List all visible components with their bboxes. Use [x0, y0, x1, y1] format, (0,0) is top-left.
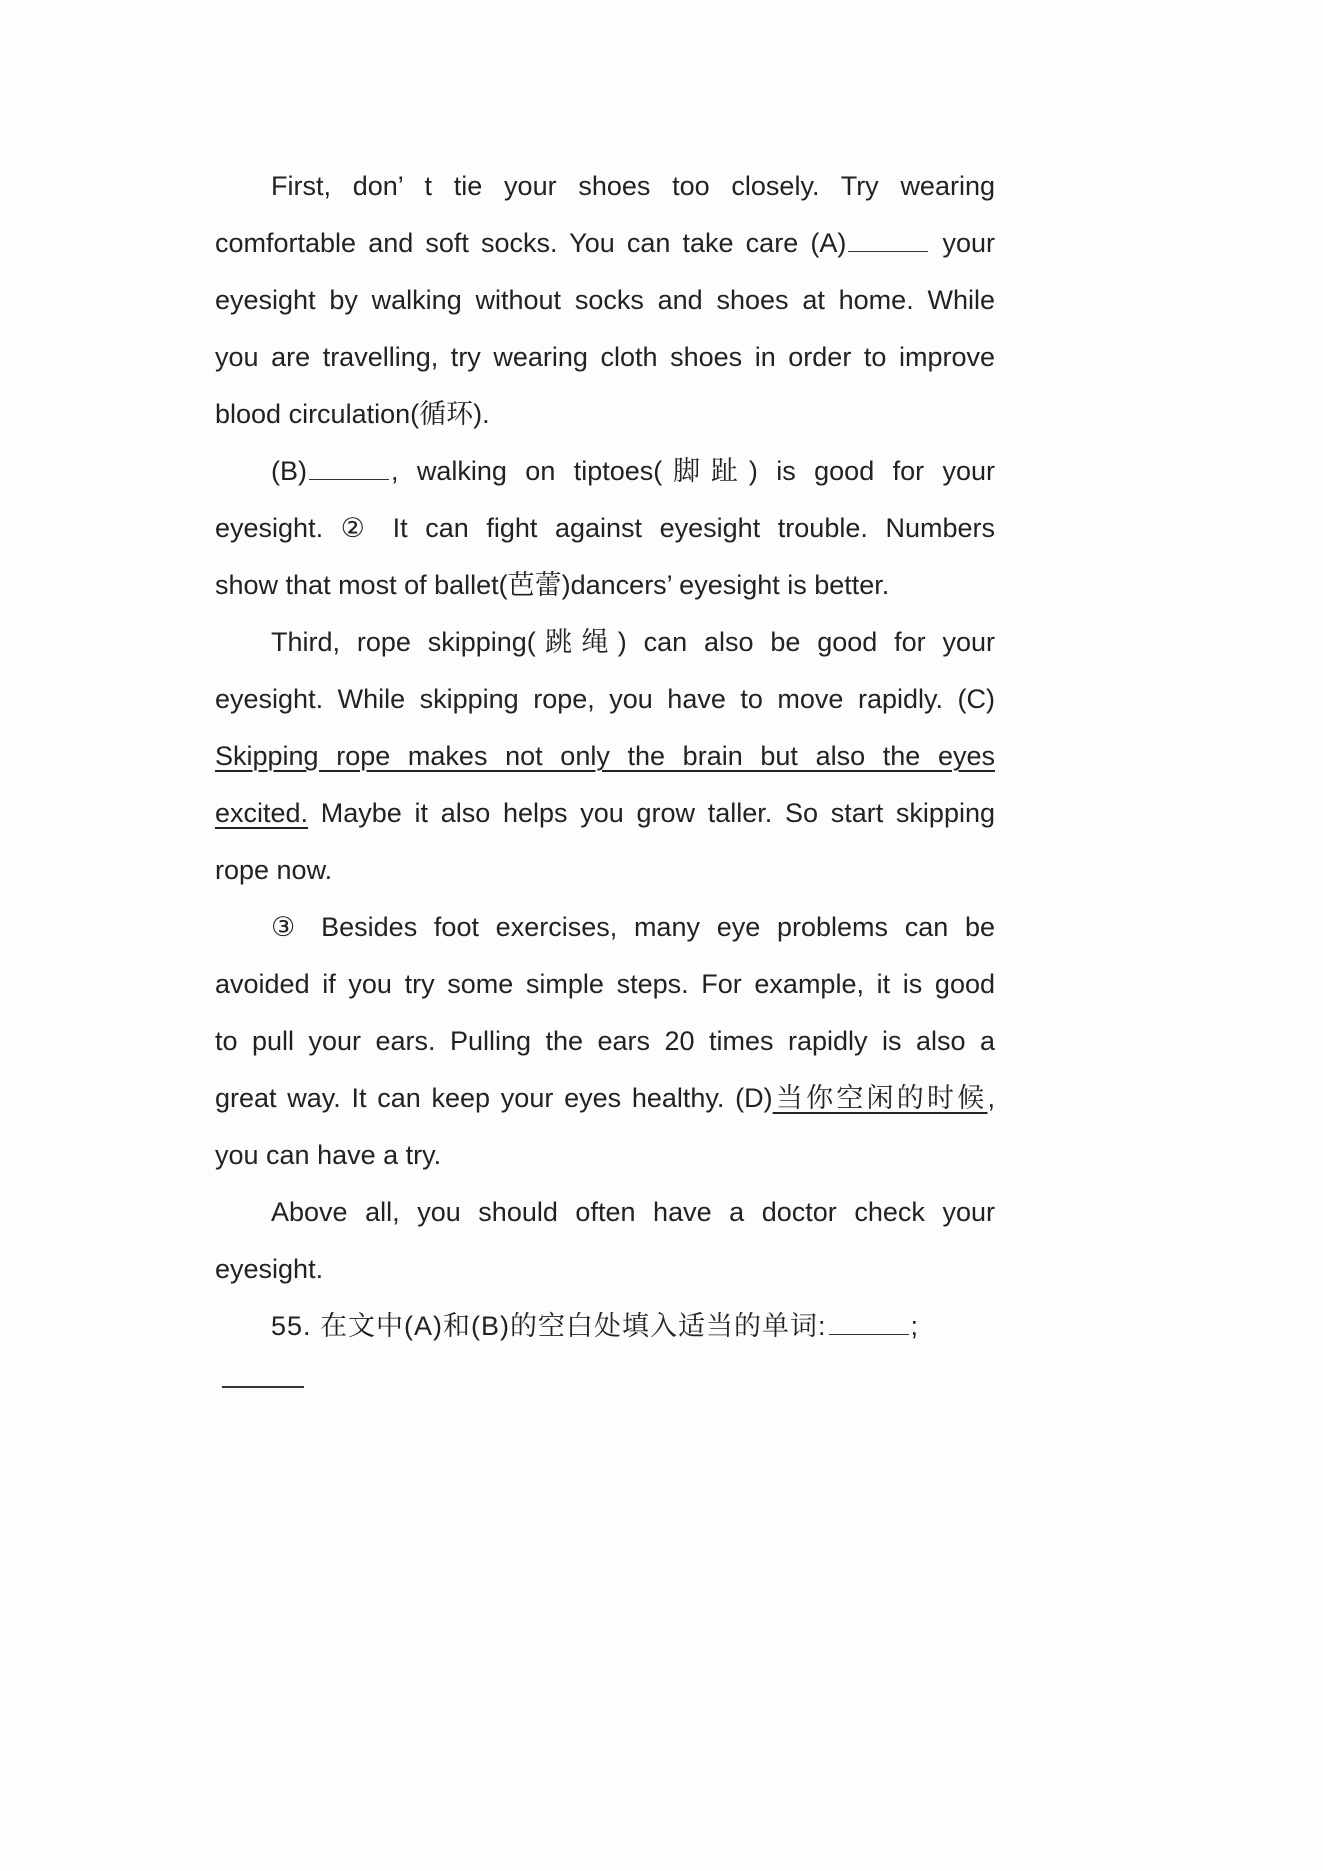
text: Third, rope skipping(跳绳) can also be good for your [271, 627, 995, 657]
p1-line-4 [215, 329, 995, 386]
p5-line-2 [215, 1241, 995, 1298]
blank-a [848, 224, 928, 252]
underlined-sentence-c: Skipping rope makes not only the brain but also the eyes [215, 741, 995, 771]
p2-line-1 [215, 443, 995, 500]
p3-line-3 [215, 728, 995, 785]
p4-line-3 [215, 1013, 995, 1070]
text: , [987, 1083, 995, 1113]
p1-line-5 [215, 386, 995, 443]
p4-line-2 [215, 956, 995, 1013]
text: to pull your ears. Pulling the ears 20 times rapidly is also a [215, 1026, 995, 1056]
p3-line-2 [215, 671, 995, 728]
text: great way. It can keep your eyes healthy. (D) [215, 1083, 773, 1113]
p1-line-1 [215, 158, 995, 215]
text: show that most of ballet(芭蕾)dancers’ eyesight is better. [215, 570, 890, 600]
underlined-sentence-c: excited. [215, 798, 309, 828]
p3-line-5 [215, 842, 995, 899]
question-text: 55. 在文中(A)和(B)的空白处填入适当的单词: [271, 1311, 827, 1341]
p4-line-4 [215, 1070, 995, 1127]
text: comfortable and soft socks. You can take care (A) [215, 228, 847, 258]
text: eyesight. [215, 1254, 324, 1284]
separator: ; [910, 1311, 920, 1341]
text: eyesight by walking without socks and shoes at home. While [215, 285, 995, 315]
text: eyesight. ② It can fight against eyesight trouble. Numbers [215, 513, 995, 543]
text: your [930, 228, 995, 258]
answer-blank-b [222, 1386, 304, 1388]
text: First, don’ t tie your shoes too closely. Try wearing [271, 171, 995, 201]
answer-blank-a [829, 1307, 909, 1335]
text: rope now. [215, 855, 333, 885]
p4-line-1 [215, 899, 995, 956]
passage [215, 158, 995, 1355]
p3-line-4 [215, 785, 995, 842]
text: Above all, you should often have a doctor check your [271, 1197, 995, 1227]
text: eyesight. While skipping rope, you have to move rapidly. (C) [215, 684, 995, 714]
p1-line-2 [215, 215, 995, 272]
question-55 [215, 1298, 995, 1355]
p2-line-3 [215, 557, 995, 614]
text: you are travelling, try wearing cloth shoes in order to improve [215, 342, 995, 372]
text: Maybe it also helps you grow taller. So start skipping [308, 798, 995, 828]
underlined-phrase-d: 当你空闲的时候 [772, 1083, 988, 1113]
text: , walking on tiptoes(脚趾) is good for your [391, 456, 995, 486]
blank-b [309, 452, 389, 480]
p2-line-2 [215, 500, 995, 557]
p5-line-1 [215, 1184, 995, 1241]
p1-line-3 [215, 272, 995, 329]
text: you can have a try. [215, 1140, 442, 1170]
p3-line-1 [215, 614, 995, 671]
p4-line-5 [215, 1127, 995, 1184]
text: avoided if you try some simple steps. For example, it is good [215, 969, 995, 999]
text: blood circulation(循环). [215, 399, 490, 429]
text: ③ Besides foot exercises, many eye problems can be [271, 912, 995, 942]
text: (B) [271, 456, 307, 486]
